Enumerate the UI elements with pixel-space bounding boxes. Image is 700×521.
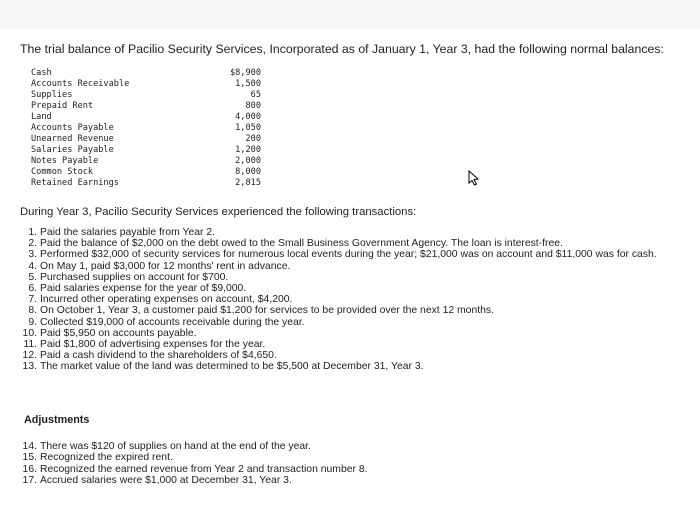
transaction-item: [20, 272, 688, 283]
item-text: Recognized the earned revenue from Year 2 and transaction number 8.: [40, 463, 368, 475]
transaction-item: [20, 227, 688, 238]
account-name: Accounts Payable: [31, 123, 114, 134]
item-number: 10.: [22, 327, 37, 339]
problem-title: The trial balance of Pacilio Security Services, Incorporated as of January 1, Year 3, had the following normal balances:: [20, 42, 664, 56]
item-text: Collected $19,000 of accounts receivable during the year.: [40, 316, 305, 328]
account-amount: 800: [245, 101, 261, 112]
trial-balance-row: [31, 156, 261, 167]
trial-balance-row: [31, 134, 261, 145]
trial-balance-row: [31, 68, 261, 79]
item-text: Incurred other operating expenses on account, $4,200.: [40, 294, 293, 306]
account-amount: 8,000: [235, 167, 261, 178]
item-text: Paid salaries expense for the year of $9,000.: [40, 283, 247, 295]
trial-balance-row: [31, 90, 261, 101]
account-name: Accounts Receivable: [31, 79, 130, 90]
trial-balance-row: [31, 178, 261, 189]
trial-balance: [31, 68, 261, 190]
trial-balance-row: [31, 79, 261, 90]
transaction-item: [20, 317, 688, 328]
item-number: 8.: [28, 305, 37, 317]
item-text: Recognized the expired rent.: [40, 452, 173, 464]
account-name: Land: [31, 112, 52, 123]
item-number: 1.: [28, 227, 37, 238]
item-text: Purchased supplies on account for $700.: [40, 271, 229, 283]
account-amount: 2,000: [235, 156, 261, 167]
account-amount: 1,500: [235, 79, 261, 90]
item-text: Paid $1,800 of advertising expenses for the year.: [40, 339, 266, 351]
account-amount: 1,050: [235, 123, 261, 134]
account-amount: $8,900: [229, 68, 261, 78]
transaction-item: [20, 339, 688, 350]
account-name: Unearned Revenue: [31, 134, 114, 145]
transaction-item: [20, 283, 688, 294]
transaction-item: [20, 294, 688, 305]
account-name: Cash: [31, 68, 52, 78]
trial-balance-row: [31, 167, 261, 178]
adjustments-heading: Adjustments: [24, 414, 90, 426]
item-number: 12.: [22, 350, 37, 362]
account-name: Prepaid Rent: [31, 101, 94, 112]
account-amount: 200: [245, 134, 261, 145]
item-text: Accrued salaries were $1,000 at December 31, Year 3.: [40, 475, 292, 487]
adjustment-item: [20, 441, 688, 452]
account-amount: 4,000: [235, 112, 261, 123]
account-name: Supplies: [31, 90, 73, 101]
item-text: There was $120 of supplies on hand at the end of the year.: [40, 441, 311, 452]
top-band: [0, 0, 700, 30]
item-number: 5.: [28, 271, 37, 283]
transactions-list: [20, 227, 688, 373]
item-number: 3.: [28, 249, 37, 261]
transaction-item: [20, 328, 688, 339]
account-amount: 1,200: [235, 145, 261, 156]
mouse-pointer-icon: [466, 170, 480, 186]
item-number: 17.: [22, 475, 37, 487]
adjustment-item: [20, 452, 688, 463]
account-name: Notes Payable: [31, 156, 99, 167]
account-name: Common Stock: [31, 167, 94, 178]
transaction-item: [20, 249, 688, 260]
item-number: 7.: [28, 294, 37, 306]
item-number: 13.: [22, 361, 37, 373]
item-text: On October 1, Year 3, a customer paid $1,200 for services to be provided over the next 12 months.: [40, 305, 494, 317]
account-name: Retained Earnings: [31, 178, 119, 189]
item-number: 11.: [23, 339, 37, 351]
item-text: On May 1, paid $3,000 for 12 months' rent in advance.: [40, 260, 291, 272]
item-number: 4.: [28, 260, 37, 272]
item-number: 15.: [22, 452, 37, 464]
transaction-item: [20, 350, 688, 361]
transaction-item: [20, 261, 688, 272]
trial-balance-row: [31, 145, 261, 156]
item-number: 6.: [28, 283, 37, 295]
trial-balance-row: [31, 101, 261, 112]
adjustment-item: [20, 475, 688, 486]
item-number: 9.: [28, 316, 37, 328]
trial-balance-row: [31, 123, 261, 134]
item-number: 16.: [22, 463, 37, 475]
item-text: Paid the salaries payable from Year 2.: [40, 227, 216, 238]
transaction-item: [20, 361, 688, 372]
item-text: Performed $32,000 of security services for numerous local events during the year; $21,000 was on account and $11,000 was for cash.: [40, 249, 657, 261]
adjustments-list: [20, 441, 688, 487]
item-text: Paid $5,950 on accounts payable.: [40, 327, 197, 339]
item-text: The market value of the land was determined to be $5,500 at December 31, Year 3.: [40, 361, 424, 373]
transaction-item: [20, 305, 688, 316]
transaction-item: [20, 238, 688, 249]
item-number: 14.: [22, 441, 37, 452]
item-text: Paid a cash dividend to the shareholders of $4,650.: [40, 350, 277, 362]
account-amount: 65: [250, 90, 261, 101]
transactions-intro: During Year 3, Pacilio Security Services experienced the following transactions:: [20, 206, 417, 218]
account-name: Salaries Payable: [31, 145, 114, 156]
adjustment-item: [20, 464, 688, 475]
item-text: Paid the balance of $2,000 on the debt owed to the Small Business Government Agency. The loan is interest-free.: [40, 238, 563, 250]
item-number: 2.: [28, 238, 37, 250]
trial-balance-row: [31, 112, 261, 123]
account-amount: 2,815: [235, 178, 261, 189]
